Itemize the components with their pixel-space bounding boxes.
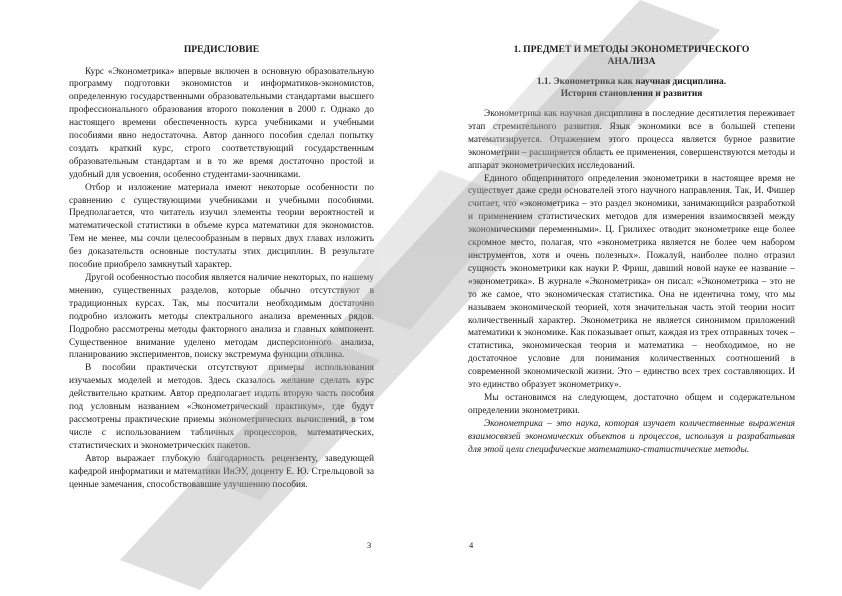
preface-paragraph-5: Автор выражает глубокую благодарность рецензенту, заведующей кафедрой информатики и математики ИнЭУ, доценту Е. Ю. Стрельцовой за ценные замечания, способствовавшие улучшению пособия. xyxy=(69,453,374,490)
section-title: 1.1. Эконометрика как научная дисциплина. История становления и развития xyxy=(536,77,727,99)
page-number-right: 4 xyxy=(469,540,474,550)
page-number-left: 3 xyxy=(367,540,372,550)
preface-paragraph-2: Отбор и изложение материала имеют некоторые особенности по сравнению с существующими учебниками и учебными пособиями. Предполагается, что читатель изучил элементы теории вероятностей и математической статистики в объеме курса математики для экономистов. Тем не менее, мы сочли целесообразным в первых двух главах изложить без доказательств основные постулаты этих дисциплин. В результате пособие приобрело замкнутый характер. xyxy=(69,182,374,271)
left-page-text xyxy=(69,44,374,491)
preface-paragraph-3: Другой особенностью пособия является наличие некоторых, по нашему мнению, существенных разделов, которые обычно отсутствуют в традиционных курсах. Так, мы посчитали необходимым достаточно подробно изложить методы спектрального анализа временных рядов. Подробно рассмотрены методы факторного анализа и главных компонент. Существенное внимание уделено методам дисперсионного анализа, планированию экспериментов, поиску экстремума функции отклика. xyxy=(69,273,374,361)
preface-heading: ПРЕДИСЛОВИЕ xyxy=(183,44,260,55)
right-page-text xyxy=(468,44,795,456)
chapter-paragraph-3: Мы остановимся на следующем, достаточно общем и содержательном определении эконометрики. xyxy=(468,392,795,416)
preface-paragraph-4: В пособии практически отсутствуют примеры использования изучаемых моделей и методов. Здесь сказалось желание сделать курс действительно кратким. Автор предполагает издать вторую часть пособия под условным названием «Эконометрический практикум», где будут рассмотрены практические приемы эконометрических вычислений, в том числе с использованием табличных процессоров, математических, статистических и эконометрических пакетов. xyxy=(69,363,374,451)
preface-paragraph-1: Курс «Эконометрика» впервые включен в основную образовательную программу подготовки экономистов и информатиков-экономистов, определенную государственными образовательными стандартами высшего профессионального образования второго поколения в 2000 г. Однако до настоящего времени обеспеченность курса учебниками и учебными пособиями явно недостаточна. Автор данного пособия сделал попытку создать краткий курс, строго соответствующий государственным образовательным стандартам и в то же время достаточно простой и удобный для усвоения, особенно студентами-заочниками. xyxy=(69,66,374,180)
chapter-paragraph-1: Эконометрика как научная дисциплина в последние десятилетия переживает этап стремительного развития. Язык экономики все в большей степени математизируется. Отражением этого процесса является бурное развитие эконометрии – расширяется область ее применения, совершенствуются методы и аппарат эконометрических исследований. xyxy=(468,109,795,171)
chapter-paragraph-2: Единого общепринятого определения эконометрики в настоящее время не существует даже среди основателей этого научного направления. Так, И. Фишер считает, что «эконометрика – это раздел экономики, занимающийся разработкой и применением статистических методов для измерения взаимосвязей между экономическими переменными». Ц. Грилихес отводит эконометрике еще более скромное место, полагая, что «эконометрика является не более чем набором инструментов, хотя и очень полезных». Пожалуй, наиболее полно отразил сущность эконометрики как науки Р. Фриш, давший новой науке ее название – «эконометрика». В журнале «Эконометрика» он писал: «Эконометрика – это не то же самое, что экономическая статистика. Она не идентична тому, что мы называем экономической теорией, хотя значительная часть этой теории носит количественный характер. Эконометрика не является синонимом приложений математики к экономике. Как показывает опыт, каждая из трех отправных точек – статистика, экономическая теория и математика – необходимое, но не достаточное условие для понимания количественных соотношений в современной экономической жизни. Это – единство всех трех составляющих. И это единство образует эконометрику». xyxy=(468,173,795,391)
econometrics-definition: Эконометрика – это наука, которая изучает количественные выражения взаимосвязей экономических объектов и процессов, используя и разрабатывая для этой цели специфические математико-статистические методы. xyxy=(468,418,795,455)
chapter-title: 1. ПРЕДМЕТ И МЕТОДЫ ЭКОНОМЕТРИЧЕСКОГО АНАЛИЗА xyxy=(513,44,750,67)
